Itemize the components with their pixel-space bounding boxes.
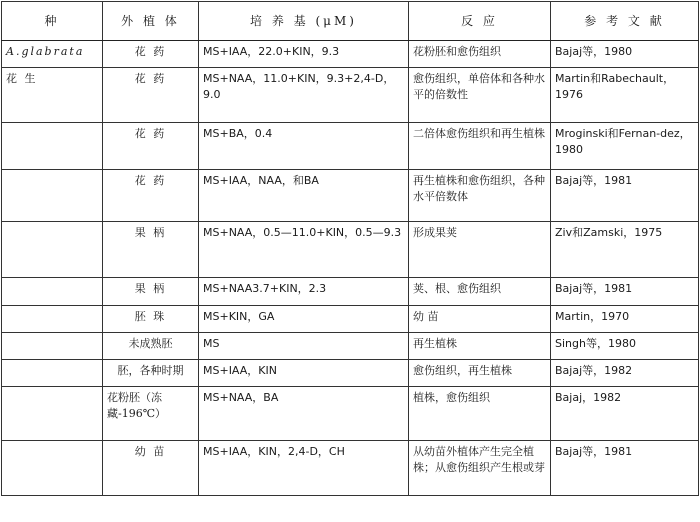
cell-species [2,222,103,278]
cell-explant: 未成熟胚 [103,333,199,360]
cell-explant: 花 药 [103,170,199,222]
cell-response: 二倍体愈伤组织和再生植株 [409,123,551,170]
table-row [2,170,699,222]
cell-reference: Martin和Rabechault，1976 [551,68,699,123]
cell-response: 荚、根、愈伤组织 [409,278,551,306]
cell-reference: Martin，1970 [551,306,699,333]
cell-explant: 胚 珠 [103,306,199,333]
cell-explant: 胚，各种时期 [103,360,199,387]
cell-species [2,306,103,333]
cell-explant: 果 柄 [103,278,199,306]
cell-species: A.glabrata [2,41,103,68]
culture-table [1,1,699,496]
cell-response: 再生植株和愈伤组织，各种水平倍数体 [409,170,551,222]
cell-reference: Ziv和Zamski，1975 [551,222,699,278]
cell-reference: Bajaj等，1981 [551,170,699,222]
cell-response: 植株，愈伤组织 [409,387,551,441]
cell-response: 幼 苗 [409,306,551,333]
cell-medium: MS+NAA，11.0+KIN，9.3+2,4-D，9.0 [199,68,409,123]
header-explant: 外 植 体 [103,2,199,41]
cell-species [2,360,103,387]
cell-explant: 花 药 [103,123,199,170]
cell-species [2,441,103,496]
cell-species [2,333,103,360]
table-row [2,68,699,123]
cell-medium: MS+IAA，NAA，和BA [199,170,409,222]
header-row [2,2,699,41]
cell-species [2,123,103,170]
cell-response: 再生植株 [409,333,551,360]
cell-response: 愈伤组织，再生植株 [409,360,551,387]
cell-medium: MS+NAA3.7+KIN，2.3 [199,278,409,306]
cell-medium: MS+IAA，KIN [199,360,409,387]
table-row [2,387,699,441]
cell-medium: MS+IAA，KIN，2,4-D，CH [199,441,409,496]
cell-reference: Bajaj等，1981 [551,441,699,496]
cell-reference: Mroginski和Fernan-dez，1980 [551,123,699,170]
cell-explant: 花 药 [103,68,199,123]
table-row [2,360,699,387]
cell-response: 形成果荚 [409,222,551,278]
cell-medium: MS [199,333,409,360]
table-row [2,278,699,306]
cell-medium: MS+NAA，0.5—11.0+KIN，0.5—9.3 [199,222,409,278]
table-row [2,441,699,496]
table-row [2,123,699,170]
cell-reference: Bajaj等，1981 [551,278,699,306]
cell-medium: MS+KIN，GA [199,306,409,333]
cell-explant: 花粉胚（冻藏-196℃） [103,387,199,441]
cell-species [2,387,103,441]
cell-explant: 花 药 [103,41,199,68]
cell-reference: Bajaj等，1982 [551,360,699,387]
header-medium: 培 养 基 (μM) [199,2,409,41]
table-row [2,41,699,68]
header-response: 反 应 [409,2,551,41]
header-reference: 参 考 文 献 [551,2,699,41]
cell-reference: Singh等，1980 [551,333,699,360]
cell-response: 愈伤组织，单倍体和各种水平的倍数性 [409,68,551,123]
table-row [2,333,699,360]
cell-medium: MS+IAA，22.0+KIN，9.3 [199,41,409,68]
cell-species: 花 生 [2,68,103,123]
cell-reference: Bajaj等，1980 [551,41,699,68]
cell-species [2,170,103,222]
cell-response: 从幼苗外植体产生完全植株；从愈伤组织产生根或芽 [409,441,551,496]
table-row [2,306,699,333]
cell-explant: 幼 苗 [103,441,199,496]
cell-medium: MS+NAA，BA [199,387,409,441]
cell-medium: MS+BA，0.4 [199,123,409,170]
cell-reference: Bajaj，1982 [551,387,699,441]
cell-response: 花粉胚和愈伤组织 [409,41,551,68]
table-row [2,222,699,278]
cell-explant: 果 柄 [103,222,199,278]
cell-species [2,278,103,306]
header-species: 种 [2,2,103,41]
